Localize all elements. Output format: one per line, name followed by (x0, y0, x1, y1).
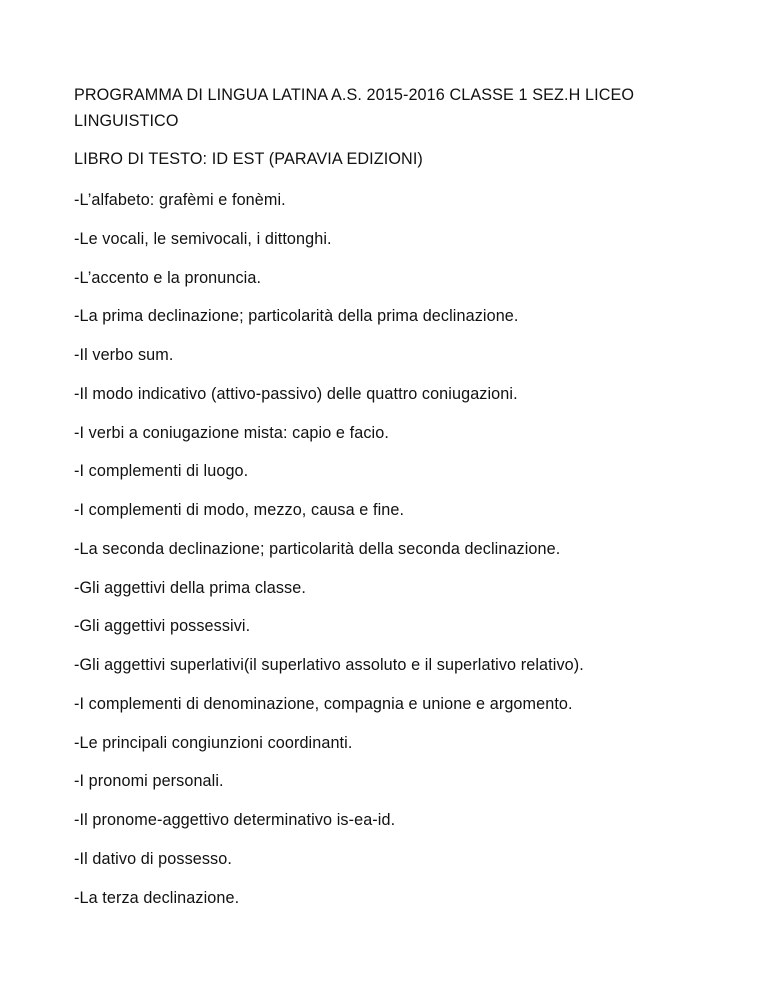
topic-item: -Il dativo di possesso. (74, 850, 232, 868)
topic-item: -I complementi di luogo. (74, 462, 249, 480)
topic-item: -I complementi di modo, mezzo, causa e fine. (74, 501, 405, 519)
topic-item: -La seconda declinazione; particolarità della seconda declinazione. (74, 540, 561, 558)
topic-item: -L’alfabeto: grafèmi e fonèmi. (74, 191, 286, 209)
topic-item: -L’accento e la pronuncia. (74, 269, 262, 287)
topic-item: -Gli aggettivi possessivi. (74, 617, 251, 635)
topic-item: -Il pronome-aggettivo determinativo is-ea-id. (74, 811, 396, 829)
topic-item: -I complementi di denominazione, compagnia e unione e argomento. (74, 695, 573, 713)
textbook-line: LIBRO DI TESTO: ID EST (PARAVIA EDIZIONI) (74, 150, 423, 168)
topic-item: -Il modo indicativo (attivo-passivo) delle quattro coniugazioni. (74, 385, 518, 403)
topic-item: -Gli aggettivi superlativi(il superlativo assoluto e il superlativo relativo). (74, 656, 584, 674)
topic-item: -Gli aggettivi della prima classe. (74, 579, 306, 597)
topic-item: -Le principali congiunzioni coordinanti. (74, 734, 353, 752)
topic-item: -Le vocali, le semivocali, i dittonghi. (74, 230, 332, 248)
topic-item: -La prima declinazione; particolarità della prima declinazione. (74, 307, 519, 325)
topic-item: -I pronomi personali. (74, 772, 224, 790)
topic-item: -La terza declinazione. (74, 889, 240, 907)
document-title: PROGRAMMA DI LINGUA LATINA A.S. 2015-2016 CLASSE 1 SEZ.H LICEO LINGUISTICO (74, 86, 635, 130)
topic-item: -I verbi a coniugazione mista: capio e facio. (74, 424, 389, 442)
topic-item: -Il verbo sum. (74, 346, 174, 364)
